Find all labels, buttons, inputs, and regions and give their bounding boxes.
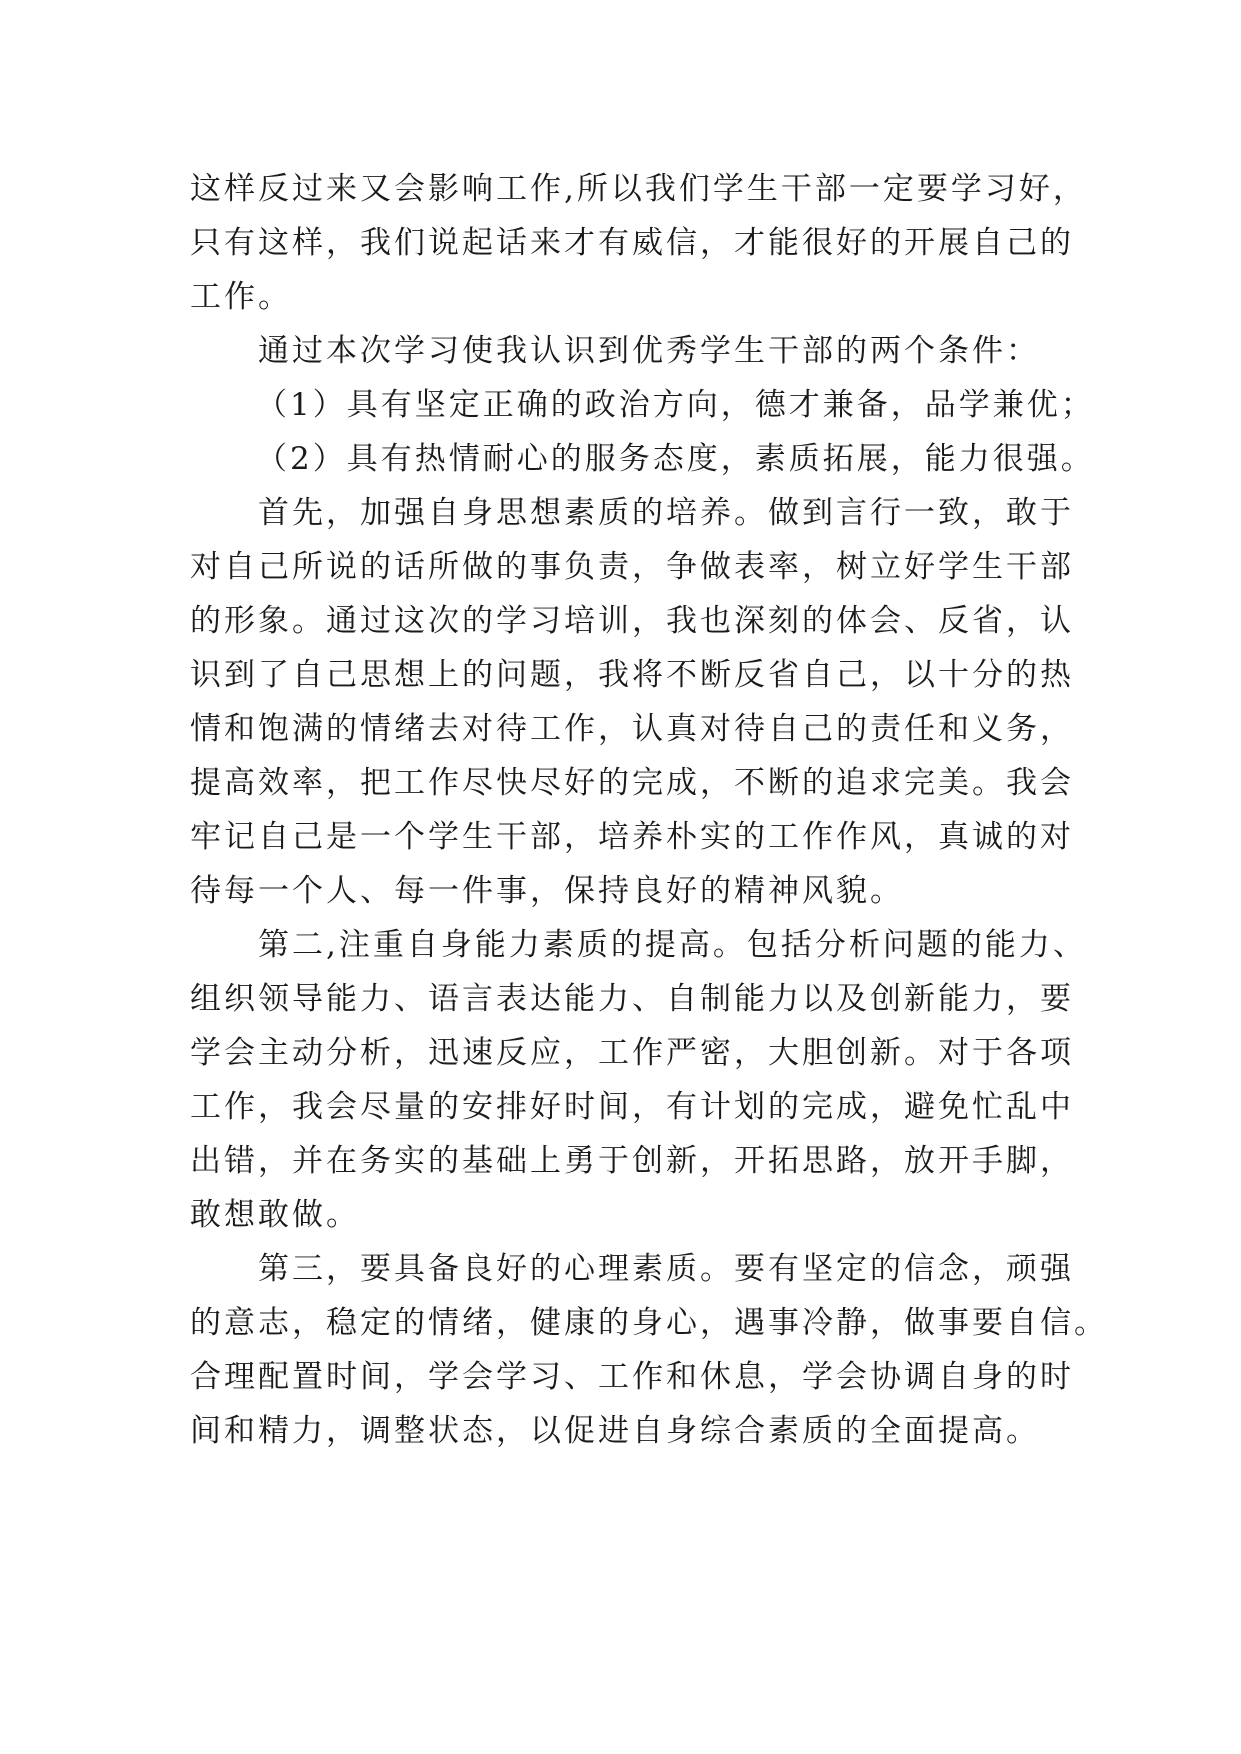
text-line: 对自己所说的话所做的事负责，争做表率，树立好学生干部: [190, 549, 1074, 585]
body-text: [190, 162, 1108, 1458]
text-line: 的意志，稳定的情绪，健康的身心，遇事冷静，做事要自信。: [190, 1305, 1108, 1341]
text-line: 这样反过来又会影响工作,所以我们学生干部一定要学习好，: [190, 171, 1087, 207]
paragraph-start: 第二,注重自身能力素质的提高。包括分析问题的能力、: [258, 927, 1087, 963]
list-item-2: （2）具有热情耐心的服务态度，素质拓展，能力很强。: [256, 441, 1095, 477]
text-line: 待每一个人、每一件事，保持良好的精神风貌。: [190, 873, 904, 909]
text-line: 工作。: [190, 279, 292, 315]
paragraph-start: 第三，要具备良好的心理素质。要有坚定的信念，顽强: [258, 1251, 1074, 1287]
paragraph-start: 首先，加强自身思想素质的培养。做到言行一致，敢于: [258, 495, 1074, 531]
text-line: 识到了自己思想上的问题，我将不断反省自己，以十分的热: [190, 657, 1074, 693]
text-line: 的形象。通过这次的学习培训，我也深刻的体会、反省，认: [190, 603, 1074, 639]
text-line: 提高效率，把工作尽快尽好的完成，不断的追求完美。我会: [190, 765, 1074, 801]
text-line: 只有这样，我们说起话来才有威信，才能很好的开展自己的: [190, 225, 1074, 261]
text-line: 合理配置时间，学会学习、工作和休息，学会协调自身的时: [190, 1359, 1074, 1395]
text-line: 情和饱满的情绪去对待工作，认真对待自己的责任和义务，: [190, 711, 1074, 747]
text-line: 出错，并在务实的基础上勇于创新，开拓思路，放开手脚，: [190, 1143, 1074, 1179]
text-line: 敢想敢做。: [190, 1197, 360, 1233]
text-line: 学会主动分析，迅速反应，工作严密，大胆创新。对于各项: [190, 1035, 1074, 1071]
list-item-1: （1）具有坚定正确的政治方向，德才兼备，品学兼优；: [256, 387, 1095, 423]
text-line: 间和精力，调整状态，以促进自身综合素质的全面提高。: [190, 1413, 1040, 1449]
text-line: 组织领导能力、语言表达能力、自制能力以及创新能力，要: [190, 981, 1074, 1017]
text-line: 牢记自己是一个学生干部，培养朴实的工作作风，真诚的对: [190, 819, 1074, 855]
paragraph-start: 通过本次学习使我认识到优秀学生干部的两个条件：: [258, 333, 1040, 369]
text-line: 工作，我会尽量的安排好时间，有计划的完成，避免忙乱中: [190, 1089, 1074, 1125]
